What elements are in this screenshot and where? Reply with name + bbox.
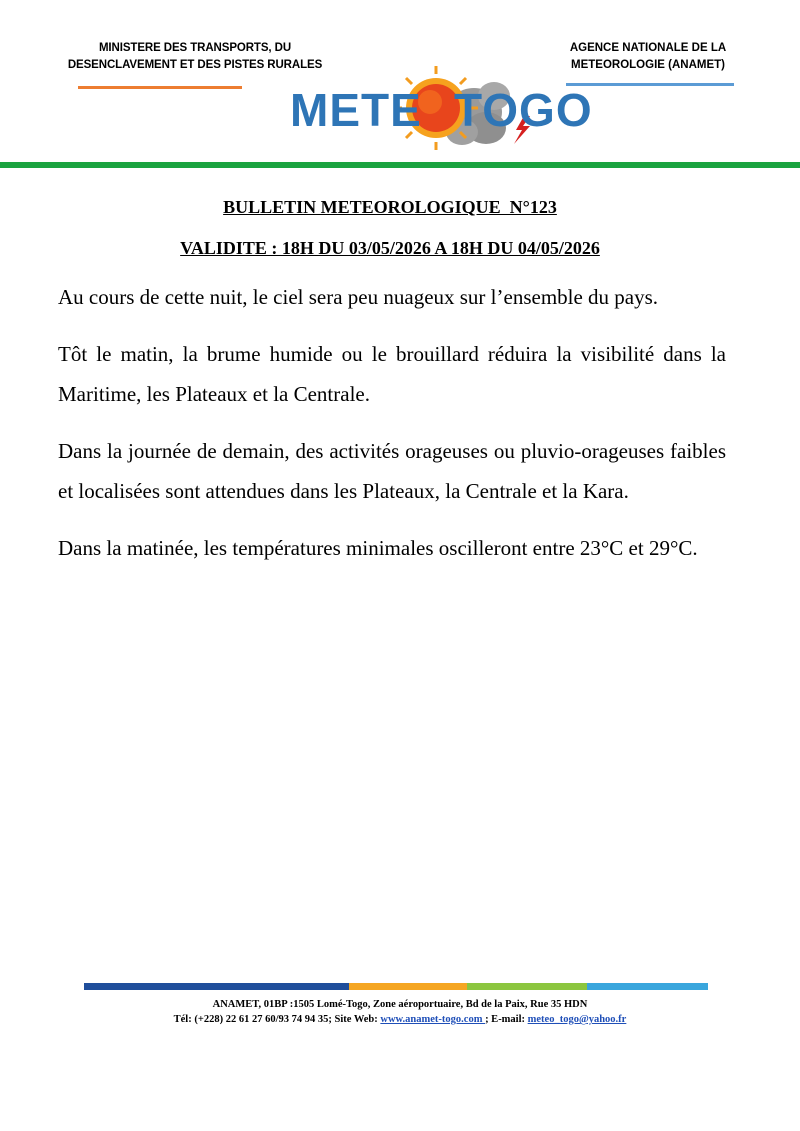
forecast-paragraph-morning: Tôt le matin, la brume humide ou le brouillard réduira la visibilité dans la Maritime, les Plateaux et la Centrale. bbox=[58, 342, 726, 406]
logo-text-left: METE bbox=[290, 84, 422, 136]
footer-bar-orange bbox=[349, 983, 467, 990]
footer-color-bar bbox=[84, 983, 708, 990]
bulletin-body bbox=[58, 277, 726, 585]
footer-address: ANAMET, 01BP :1505 Lomé-Togo, Zone aéroportuaire, Bd de la Paix, Rue 35 HDN bbox=[212, 999, 588, 1010]
agency-line-1: AGENCE NATIONALE DE LA bbox=[569, 42, 727, 54]
forecast-paragraph-day: Dans la journée de demain, des activités orageuses ou pluvio-orageuses faibles et localisées sont attendues dans les Plateaux, la Centrale et la Kara. bbox=[58, 439, 726, 503]
website-link[interactable]: www.anamet-togo.com bbox=[380, 1014, 486, 1025]
meteo-togo-logo bbox=[286, 66, 596, 152]
bulletin-validity: VALIDITE : 18H DU 03/05/2026 A 18H DU 04/05/2026 bbox=[180, 238, 600, 258]
footer-bar-green bbox=[467, 983, 587, 990]
bulletin-title: BULLETIN METEOROLOGIQUE N°123 bbox=[223, 197, 557, 217]
agency-line-2: METEOROLOGIE (ANAMET) bbox=[571, 59, 725, 71]
footer-email-label: ; E-mail: bbox=[485, 1014, 528, 1025]
footer-bar-blue bbox=[84, 983, 349, 990]
forecast-paragraph-temperature: Dans la matinée, les températures minimales oscilleront entre 23°C et 29°C. bbox=[58, 536, 698, 560]
ministry-underline bbox=[78, 86, 242, 89]
ministry-line-2: DESENCLAVEMENT ET DES PISTES RURALES bbox=[67, 59, 323, 71]
forecast-paragraph-night: Au cours de cette nuit, le ciel sera peu nuageux sur l’ensemble du pays. bbox=[58, 285, 659, 309]
footer-bar-lightblue bbox=[587, 983, 708, 990]
logo-text-right: TOGO bbox=[454, 84, 593, 136]
header-divider bbox=[0, 162, 800, 168]
email-link[interactable]: meteo_togo@yahoo.fr bbox=[527, 1014, 627, 1025]
ministry-line-1: MINISTERE DES TRANSPORTS, DU bbox=[98, 42, 292, 54]
footer-phone: Tél: (+228) 22 61 27 60/93 74 94 35; Site Web: bbox=[173, 1014, 381, 1025]
footer-contact bbox=[0, 1014, 800, 1025]
